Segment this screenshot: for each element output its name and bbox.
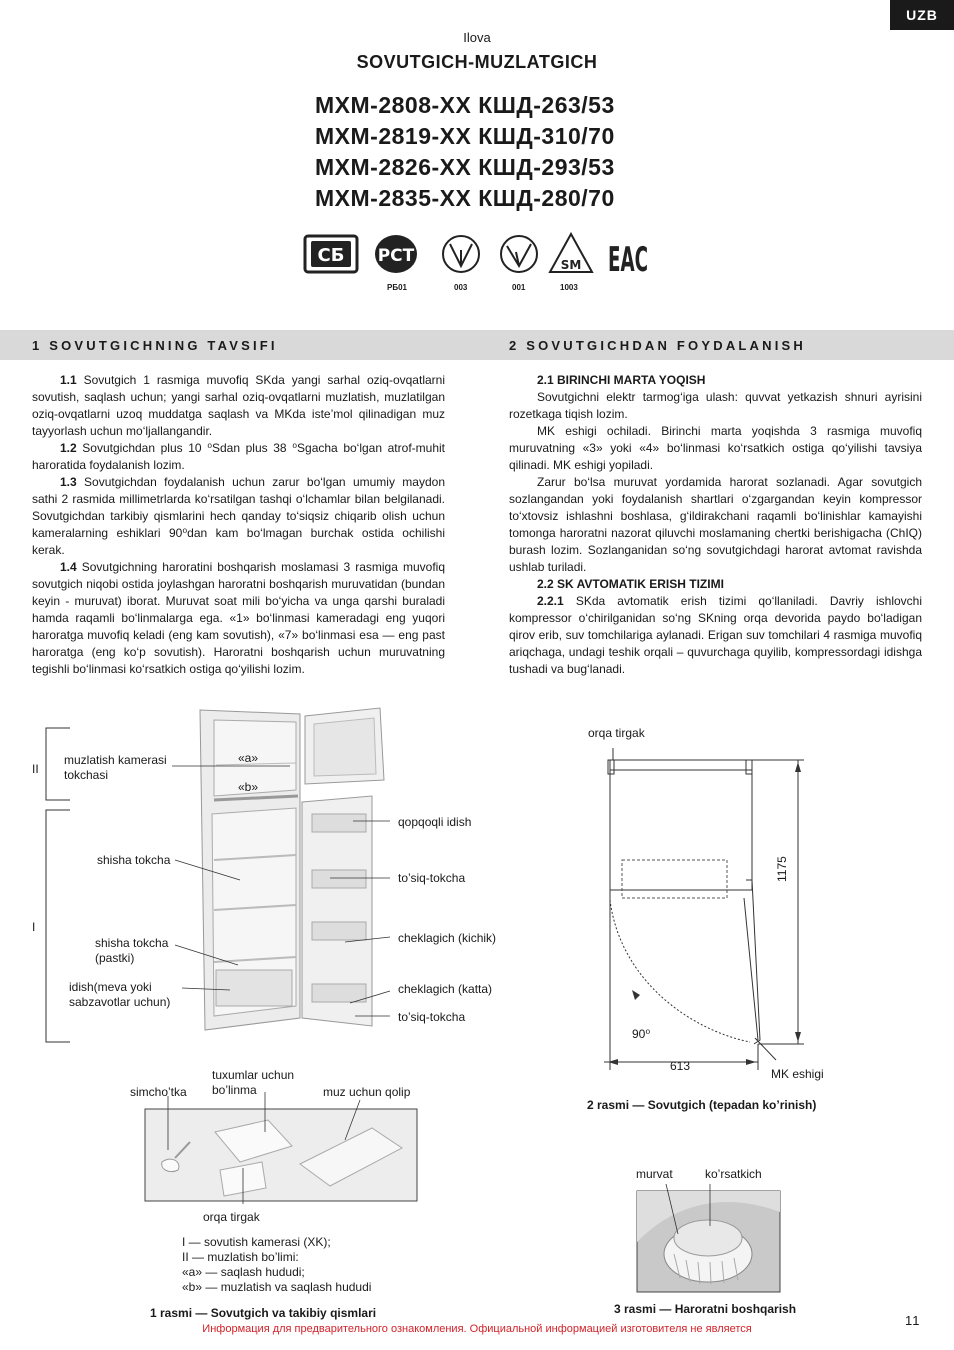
paragraph: 1.2 Sovutgichdan plus 10 ⁰Sdan plus 38 ⁰Sgacha bo‘lgan atrof-muhit haroratida foydalanish lozim. bbox=[32, 441, 445, 472]
eac-mark-icon bbox=[608, 240, 648, 280]
figure-1-caption: 1 rasmi — Sovutgich va takibiy qismlari bbox=[150, 1306, 377, 1320]
paragraph: 1.3 Sovutgichdan foydalanish uchun zarur bo‘lgan umumiy maydon sathi 2 rasmida millimetrlarda ko‘rsatilgan tashqi o‘lchamlar bilan belgilanadi. Sovutgichdan tarkibiy qismlarini hech qanday to‘siqsiz chiqarib olish uchun kameralarning eshiklari 90⁰dan kam bo‘lmagan burchak ostida ochilishi kerak. bbox=[32, 475, 445, 557]
language-tag: UZB bbox=[890, 0, 954, 30]
disclaimer-footer: Информация для предварительного ознакомления. Официальной информацией изготовителя не является bbox=[202, 1323, 752, 1335]
label-rear-spacer-top: orqa tirgak bbox=[588, 726, 645, 740]
subsection-heading: 2.1 BIRINCHI MARTA YOQISH bbox=[537, 373, 706, 387]
conformity-mark-icon bbox=[501, 236, 537, 272]
legend-line: «a» — saqlash hududi; bbox=[182, 1265, 305, 1279]
legend-line: «b» — muzlatish va saqlash hududi bbox=[182, 1280, 372, 1294]
paragraph: Zarur bo‘lsa muruvat yordamida harorat sozlanadi. Agar sovutgich sozlangandan yoki foydalanish shartlari o‘zgargandan keyin kompressor to‘xtovsiz ishlashni boshlasa, g‘ildirakchani raqamli bo‘linishlar kamayishi tomonga haroratni nazorat qiluvchi moslamaning chertki berishigacha (ChIQ) burash lozim. Sozlanganidan so‘ng sovutgichdagi harorat avtomat ravishda ushlab turiladi. bbox=[509, 475, 922, 574]
subsection-heading: 2.2 SK AVTOMATIK ERISH TIZIMI bbox=[537, 577, 724, 591]
model-line: МХМ-2835-ХХ КШД-280/70 bbox=[315, 185, 615, 211]
label-door-shelf-1: to’siq-tokcha bbox=[398, 871, 466, 885]
label-ice-tray: muz uchun qolip bbox=[323, 1085, 411, 1099]
figure-3-photo bbox=[636, 1182, 782, 1294]
label-lidded-container: qopqoqli idish bbox=[398, 815, 472, 829]
label-crisper-drawer: idish(meva yoki sabzavotlar uchun) bbox=[69, 980, 171, 1009]
page-number: 11 bbox=[905, 1313, 921, 1328]
paragraph: 2.2.1 SKda avtomatik erish tizimi qo‘llaniladi. Davriy ishlovchi kompressor o‘chirilganidan so‘ng SKning orqa devorida paydo bo‘ladigan qirov erib, suv tomchilariga aylanadi. Erigan suv tomchilari 4 rasmiga muvofiq ariqchaga, undagi teshik orqali – quvurchaga quyilib, kompressordagi idishga tushadi va bug‘lanadi. bbox=[509, 594, 922, 676]
label-small-limiter: cheklagich (kichik) bbox=[398, 931, 497, 945]
cert-code: 001 bbox=[512, 283, 526, 292]
svg-text:EAC: EAC bbox=[608, 240, 648, 280]
label-freezer-shelf: muzlatish kamerasi tokchasi bbox=[64, 753, 167, 782]
stb-mark-icon bbox=[305, 236, 357, 272]
conformity-mark-icon bbox=[443, 236, 479, 272]
paragraph: MK eshigi ochiladi. Birinchi marta yoqishda 3 rasmiga muvofiq muruvatning «3» yoki «4» bo‘linmasi ko‘rsatkich ostiga qo‘yilishi tavsiya qilinadi. MK eshigi yopiladi. bbox=[509, 424, 922, 472]
paragraph: 1.4 Sovutgichning haroratini boshqarish moslamasi 3 rasmiga muvofiq sovutgich niqobi ostida joylashgan haroratni boshqarish muruvatidan (bundan keyin - muruvat) iborat. Muruvat soat mili bo‘yicha va unga qarshi buraladi hamda raqamli bo‘linmalarga ega. «1» bo‘linmasi kameradagi eng yuqori haroratga muvofiq keladi (eng kam sovutish), «7» bo‘linmasi esa — eng past haroratga (eng ko‘p sovutish). Haroratni boshqarish uchun muruvatning tegishli bo‘linmasi ko‘rsatkich ostiga qo‘yilishi lozim. bbox=[32, 560, 445, 676]
dimension-width: 613 bbox=[670, 1059, 691, 1073]
label-large-limiter: cheklagich (katta) bbox=[398, 982, 493, 996]
model-line: МХМ-2819-ХХ КШД-310/70 bbox=[315, 123, 615, 149]
svg-text:SM: SM bbox=[560, 258, 582, 272]
label-brush: simcho’tka bbox=[130, 1085, 187, 1099]
label-roman-i: I bbox=[32, 920, 36, 934]
fridge-illustration-icon bbox=[200, 708, 384, 1030]
label-rear-spacer: orqa tirgak bbox=[203, 1210, 260, 1224]
label-roman-ii: II bbox=[32, 762, 39, 776]
legend-line: II — muzlatish bo’limi: bbox=[182, 1250, 299, 1264]
section-1-text bbox=[32, 372, 445, 678]
label-angle: 90⁰ bbox=[632, 1027, 651, 1041]
paragraph: Sovutgichni elektr tarmog‘iga ulash: quvvat yetkazish shnuri ayrisini rozetkaga tiqish lozim. bbox=[509, 390, 922, 421]
paragraph: 1.1 Sovutgich 1 rasmiga muvofiq SKda yangi sarhal oziq-ovqatlarni sovutish, saqlash uchun; yangi sarhal oziq-ovqatlarni muzlatish, muzlatilgan oziq-ovqatlarni uzoq muddatga saqlash va MKda iste’mol qilinadigan muz tayyorlash uchun mo‘ljallangandir. bbox=[32, 373, 445, 438]
cert-code: 003 bbox=[454, 283, 468, 292]
cert-code: РБ01 bbox=[387, 283, 407, 292]
cert-code: 1003 bbox=[560, 283, 578, 292]
model-line: МХМ-2826-ХХ КШД-293/53 bbox=[315, 154, 615, 180]
figure-2-caption: 2 rasmi — Sovutgich (tepadan ko’rinish) bbox=[587, 1098, 817, 1112]
product-title: SOVUTGICH-MUZLATGICH bbox=[356, 52, 598, 72]
label-indicator: ko’rsatkich bbox=[705, 1167, 762, 1181]
section-2-text bbox=[509, 372, 922, 678]
model-line: МХМ-2808-ХХ КШД-263/53 bbox=[315, 92, 615, 118]
section-2-title: 2 SOVUTGICHDAN FOYDALANISH bbox=[509, 338, 806, 353]
svg-text:РСТ: РСТ bbox=[377, 246, 415, 266]
label-zone-b: «b» bbox=[238, 780, 259, 794]
figure-1-legend bbox=[182, 1235, 371, 1295]
model-list bbox=[315, 90, 615, 214]
label-glass-shelf: shisha tokcha bbox=[97, 853, 171, 867]
label-egg-tray: tuxumlar uchun bo’linma bbox=[212, 1068, 295, 1097]
label-lower-glass-shelf: shisha tokcha (pastki) bbox=[95, 936, 169, 965]
label-door: MK eshigi bbox=[771, 1067, 824, 1081]
section-1-title: 1 SOVUTGICHNING TAVSIFI bbox=[32, 338, 278, 353]
label-door-shelf-2: to’siq-tokcha bbox=[398, 1010, 466, 1024]
pct-mark-icon bbox=[375, 235, 417, 273]
figure-3-caption: 3 rasmi — Haroratni boshqarish bbox=[614, 1302, 797, 1316]
label-knob: murvat bbox=[636, 1167, 673, 1181]
dimension-height: 1175 bbox=[775, 856, 789, 882]
label-zone-a: «a» bbox=[238, 751, 259, 765]
legend-line: I — sovutish kamerasi (XK); bbox=[182, 1235, 331, 1249]
figure-2-drawing bbox=[580, 740, 840, 1070]
appendix-label: Ilova bbox=[463, 30, 491, 45]
certification-marks bbox=[300, 232, 660, 280]
sm-mark-icon bbox=[550, 234, 592, 272]
svg-text:СБ: СБ bbox=[317, 245, 345, 266]
